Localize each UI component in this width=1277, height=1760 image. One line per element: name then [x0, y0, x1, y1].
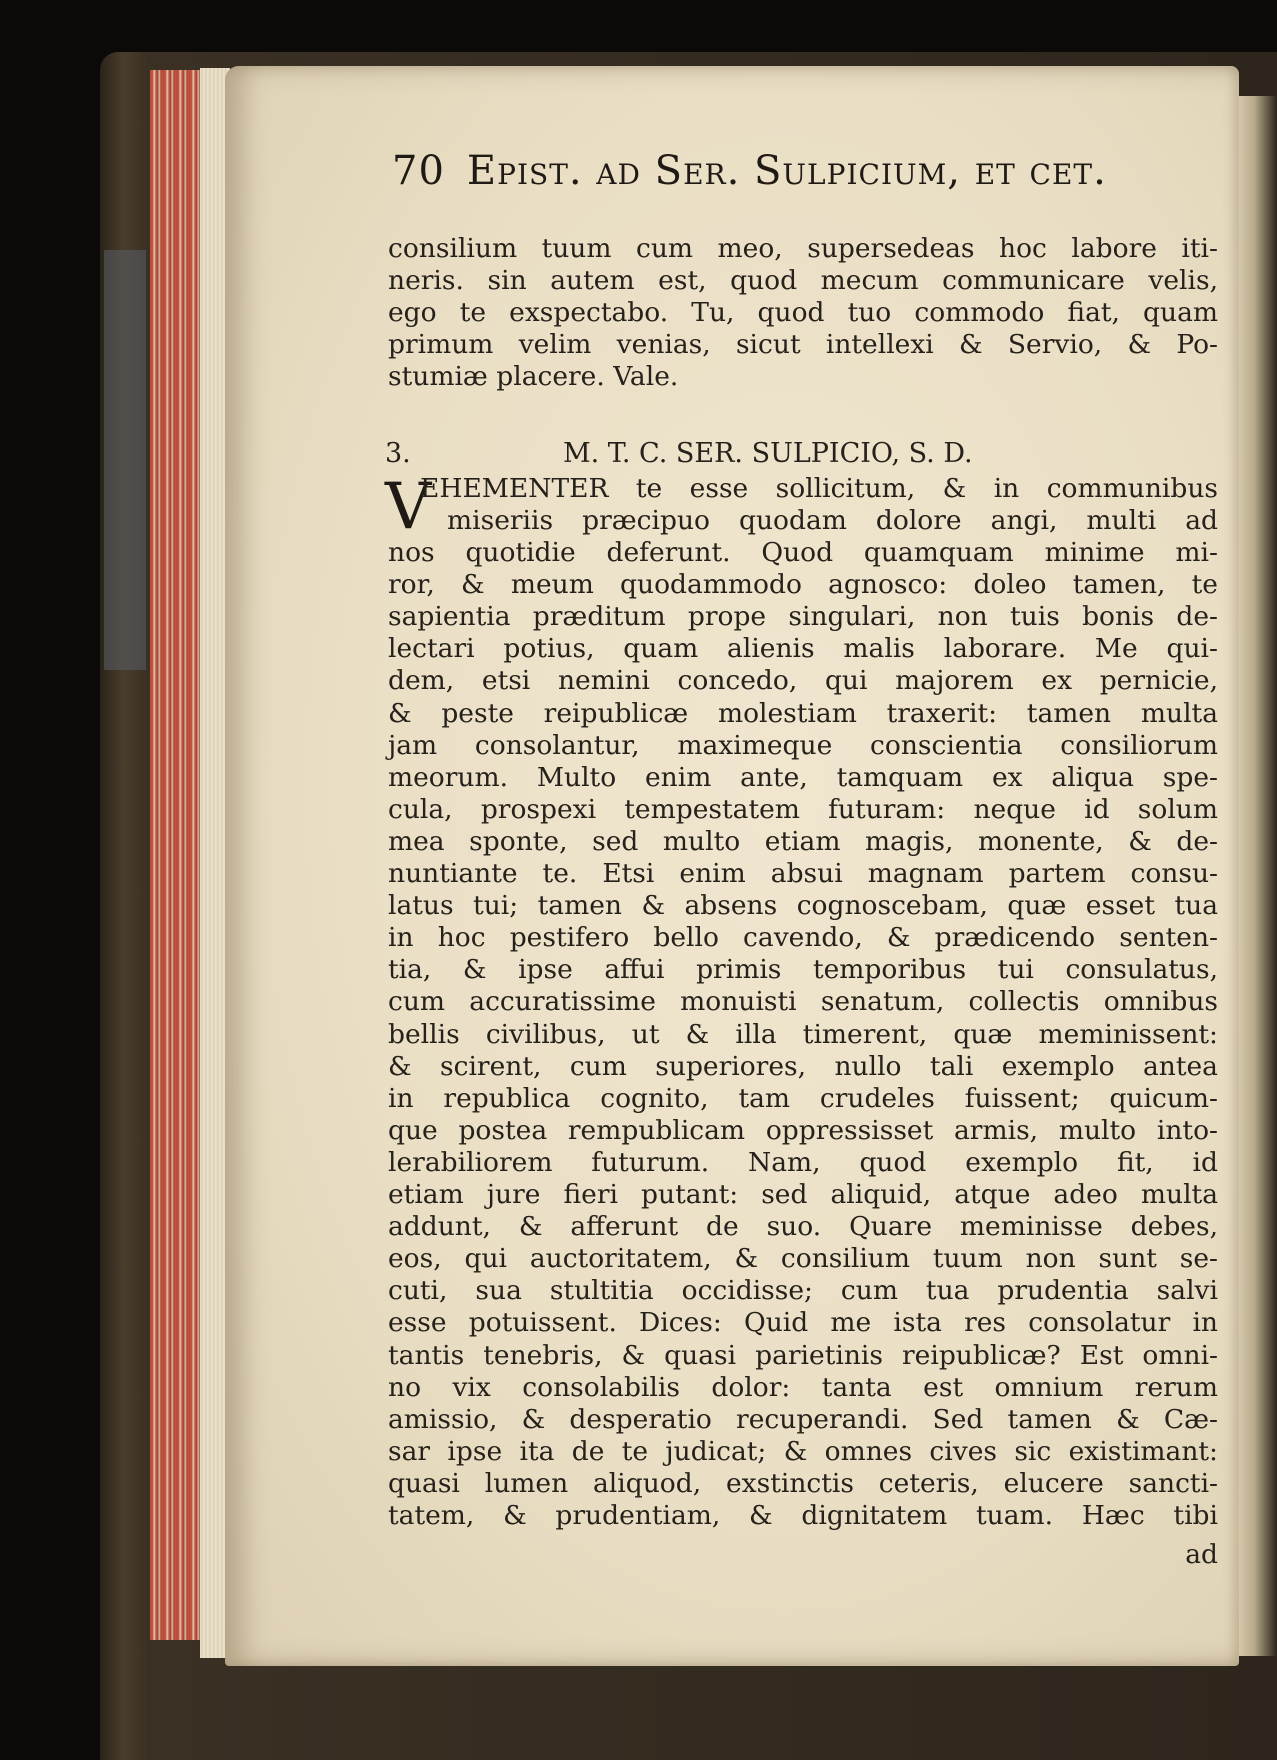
body-line: cula, prospexi tempestatem futuram: neque id solum — [388, 793, 1218, 825]
body-line: mea sponte, sed multo etiam magis, monente, & de- — [388, 825, 1218, 857]
body-line: addunt, & afferunt de suo. Quare meminisse debes, — [388, 1211, 1218, 1243]
letter-heading — [385, 434, 1085, 474]
body-line: no vix consolabilis dolor: tanta est omnium rerum — [388, 1371, 1218, 1403]
running-title: Epist. ad Ser. Sulpicium, et cet. — [466, 148, 1107, 194]
body-line: jam consolantur, maximeque conscientia consiliorum — [388, 729, 1218, 761]
body-line: bellis civilibus, ut & illa timerent, quæ meminissent: — [388, 1018, 1218, 1050]
letter-number: 3. — [385, 438, 411, 469]
body-line: & peste reipublicæ molestiam traxerit: tamen multa — [388, 697, 1218, 729]
cover-worn-patch — [104, 250, 146, 670]
intro-line: stumiæ placere. Vale. — [388, 361, 679, 392]
body-line: cuti, sua stultitia occidisse; cum tua prudentia salvi — [388, 1275, 1218, 1307]
body-line: & scirent, cum superiores, nullo tali exemplo antea — [388, 1050, 1218, 1082]
body-line: esse potuissent. Dices: Quid me ista res consolatur in — [388, 1307, 1218, 1339]
body-line: tantis tenebris, & quasi parietinis reipublicæ? Est omni- — [388, 1339, 1218, 1371]
body-line: amissio, & desperatio recuperandi. Sed tamen & Cæ- — [388, 1403, 1218, 1435]
body-line: cum accuratissime monuisti senatum, collectis omnibus — [388, 986, 1218, 1018]
first-line: miseriis præcipuo quodam dolore angi, multi ad — [447, 505, 1218, 536]
catchword: ad — [1185, 1539, 1218, 1570]
body-line: tatem, & prudentiam, & dignitatem tuam. Hæc tibi — [388, 1500, 1218, 1531]
body-line: que postea rempublicam oppressisset armis, multo into- — [388, 1114, 1218, 1146]
body-line: meorum. Multo enim ante, tamquam ex aliqua spe- — [388, 761, 1218, 793]
body-line: sapientia præditum prope singulari, non tuis bonis de- — [388, 601, 1218, 633]
body-line: quasi lumen aliquod, exstinctis ceteris, elucere sancti- — [388, 1467, 1218, 1499]
intro-line: ego te exspectabo. Tu, quod tuo commodo fiat, quam — [388, 297, 1218, 328]
body-line: eos, qui auctoritatem, & consilium tuum non sunt se- — [388, 1243, 1218, 1275]
body-line: latus tui; tamen & absens cognoscebam, quæ esset tua — [388, 890, 1218, 922]
body-line: sar ipse ita de te judicat; & omnes cives sic existimant: — [388, 1435, 1218, 1467]
body-line: dem, etsi nemini concedo, qui majorem ex pernicie, — [388, 665, 1218, 697]
body-line: etiam jure fieri putant: sed aliquid, atque adeo multa — [388, 1179, 1218, 1210]
body-line: in republica cognito, tam crudeles fuissent; quicum- — [388, 1082, 1218, 1114]
body-line: lerabiliorem futurum. Nam, quod exemplo fit, id — [388, 1146, 1218, 1178]
intro-line: primum velim venias, sicut intellexi & Servio, & Po- — [388, 329, 1218, 360]
letter-salutation: M. T. C. SER. SULPICIO, S. D. — [563, 438, 973, 469]
page-number: 70 — [392, 148, 445, 194]
body-line: lectari potius, quam alienis malis laborare. Me qui- — [388, 633, 1218, 665]
body-line: nos quotidie deferunt. Quod quamquam minime mi- — [388, 537, 1218, 568]
drop-cap: V — [385, 470, 432, 544]
body-line: tia, & ipse affui primis temporibus tui consulatus, — [388, 954, 1218, 986]
intro-line: consilium tuum cum meo, supersedeas hoc labore iti- — [388, 233, 1218, 264]
page-gutter-shadow — [1239, 96, 1277, 1656]
first-line: EHEMENTER te esse sollicitum, & in communibus — [420, 473, 1218, 504]
running-header — [392, 148, 1172, 200]
body-line: in hoc pestifero bello cavendo, & prædicendo senten- — [388, 922, 1218, 954]
body-line: ror, & meum quodammodo agnosco: doleo tamen, te — [388, 569, 1218, 601]
intro-line: neris. sin autem est, quod mecum communicare velis, — [388, 265, 1218, 296]
body-line: nuntiante te. Etsi enim absui magnam partem consu- — [388, 858, 1218, 889]
